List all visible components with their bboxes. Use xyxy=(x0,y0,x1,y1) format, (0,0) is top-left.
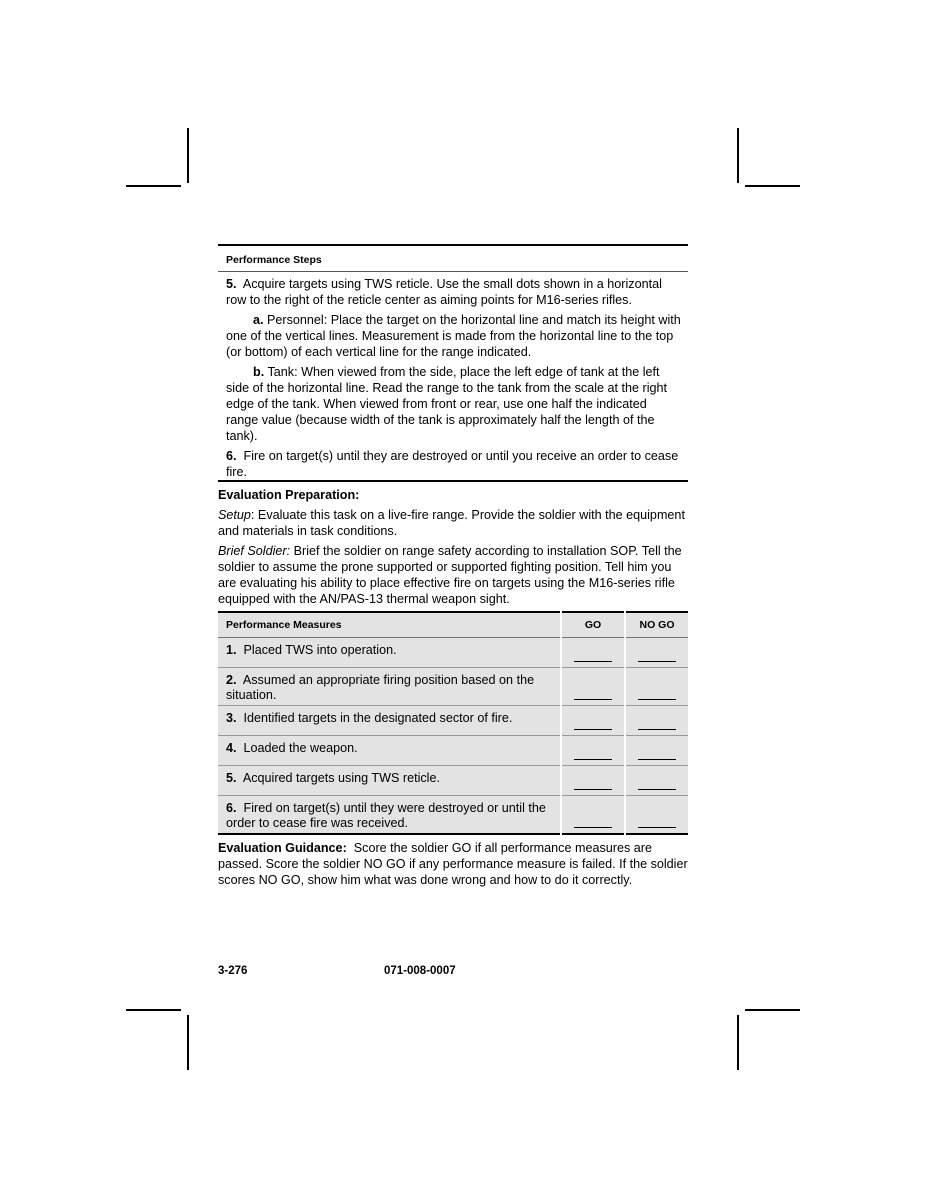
table-row xyxy=(218,638,688,668)
table-row xyxy=(218,706,688,736)
nogo-blank[interactable] xyxy=(625,736,688,766)
measure-2 xyxy=(218,668,561,706)
go-column-header: GO xyxy=(561,612,625,638)
measure-number: 2. xyxy=(226,673,237,687)
go-blank[interactable] xyxy=(561,706,625,736)
go-blank[interactable] xyxy=(561,796,625,835)
measure-text: Acquired targets using TWS reticle. xyxy=(242,771,440,785)
measure-text: Loaded the weapon. xyxy=(243,741,358,755)
evaluation-preparation xyxy=(218,482,688,607)
measure-text: Placed TWS into operation. xyxy=(243,643,397,657)
crop-mark-bottom-right-vertical xyxy=(737,1015,739,1070)
crop-mark-top-right-vertical xyxy=(737,128,739,183)
step-5-text: Acquire targets using TWS reticle. Use the small dots shown in a horizontal row to the right of the reticle center as aiming points for M16-series rifles. xyxy=(226,277,662,307)
table-row xyxy=(218,668,688,706)
crop-mark-top-left-vertical xyxy=(187,128,189,183)
table-row xyxy=(218,736,688,766)
measure-4 xyxy=(218,736,561,766)
measure-5 xyxy=(218,766,561,796)
crop-mark-top-right-horizontal xyxy=(745,185,800,187)
measure-number: 4. xyxy=(226,741,237,755)
measure-6 xyxy=(218,796,561,835)
step-5b xyxy=(226,364,682,444)
nogo-blank[interactable] xyxy=(625,668,688,706)
task-number: 071-008-0007 xyxy=(384,965,456,977)
performance-steps-header: Performance Steps xyxy=(226,254,322,266)
measure-number: 1. xyxy=(226,643,237,657)
table-row xyxy=(218,766,688,796)
step-5b-text: Tank: When viewed from the side, place the left edge of tank at the left side of the horizontal line. Read the range to the tank from the scale at the right edge of the tank. When viewed from front or rear, use one half the indicated range value (because width of the tank is approximately half the length of the tank). xyxy=(226,365,668,443)
page-number: 3-276 xyxy=(218,965,248,977)
crop-mark-bottom-right-horizontal xyxy=(745,1009,800,1011)
go-blank[interactable] xyxy=(561,638,625,668)
table-header-row xyxy=(218,612,688,638)
nogo-blank[interactable] xyxy=(625,706,688,736)
measure-number: 5. xyxy=(226,771,237,785)
nogo-blank[interactable] xyxy=(625,766,688,796)
performance-measures-table xyxy=(218,611,688,835)
measure-text: Identified targets in the designated sector of fire. xyxy=(243,711,513,725)
step-6 xyxy=(226,448,682,480)
go-blank[interactable] xyxy=(561,766,625,796)
step-5a xyxy=(226,312,682,360)
measure-text: Fired on target(s) until they were destroyed or until the order to cease fire was received. xyxy=(226,801,546,830)
step-5-number: 5. xyxy=(226,277,237,291)
brief-soldier-paragraph xyxy=(218,543,688,607)
nogo-blank[interactable] xyxy=(625,796,688,835)
table-row xyxy=(218,796,688,835)
step-5a-letter: a. xyxy=(253,313,264,327)
step-5a-text: Personnel: Place the target on the horizontal line and match its height with one of the vertical lines. Measurement is made from the horizontal line to the top (or bottom) of each vertical line for the range indicated. xyxy=(226,313,681,359)
measure-3 xyxy=(218,706,561,736)
measure-number: 6. xyxy=(226,801,237,815)
nogo-blank[interactable] xyxy=(625,638,688,668)
measure-1 xyxy=(218,638,561,668)
performance-steps xyxy=(218,272,688,480)
nogo-column-header: NO GO xyxy=(625,612,688,638)
go-blank[interactable] xyxy=(561,668,625,706)
crop-mark-bottom-left-vertical xyxy=(187,1015,189,1070)
setup-text: : Evaluate this task on a live-fire range. Provide the soldier with the equipment and materials in task conditions. xyxy=(218,508,685,538)
step-5 xyxy=(226,276,682,308)
brief-soldier-text: Brief the soldier on range safety according to installation SOP. Tell the soldier to assume the prone supported or supported fighting position. Tell him you are evaluating his ability to place effective fire on targets using the M16-series rifle equipped with the AN/PAS-13 thermal weapon sight. xyxy=(218,544,682,606)
step-6-text: Fire on target(s) until they are destroyed or until you receive an order to cease fire. xyxy=(226,449,679,479)
setup-label: Setup xyxy=(218,508,251,522)
go-blank[interactable] xyxy=(561,736,625,766)
step-5b-letter: b. xyxy=(253,365,265,379)
evaluation-guidance xyxy=(218,840,692,888)
crop-mark-bottom-left-horizontal xyxy=(126,1009,181,1011)
setup-paragraph xyxy=(218,507,688,539)
evaluation-preparation-title: Evaluation Preparation: xyxy=(218,488,360,502)
evaluation-guidance-text: Score the soldier GO if all performance measures are passed. Score the soldier NO GO if any performance measure is failed. If the soldier scores NO GO, show him what was done wrong and how to do it correctly. xyxy=(218,841,692,887)
step-6-number: 6. xyxy=(226,449,237,463)
measure-number: 3. xyxy=(226,711,237,725)
performance-measures-header: Performance Measures xyxy=(218,612,561,638)
measure-text: Assumed an appropriate firing position based on the situation. xyxy=(226,673,535,702)
evaluation-guidance-label: Evaluation Guidance: xyxy=(218,841,347,855)
crop-mark-top-left-horizontal xyxy=(126,185,181,187)
page-content xyxy=(218,244,692,888)
brief-soldier-label: Brief Soldier: xyxy=(218,544,291,558)
